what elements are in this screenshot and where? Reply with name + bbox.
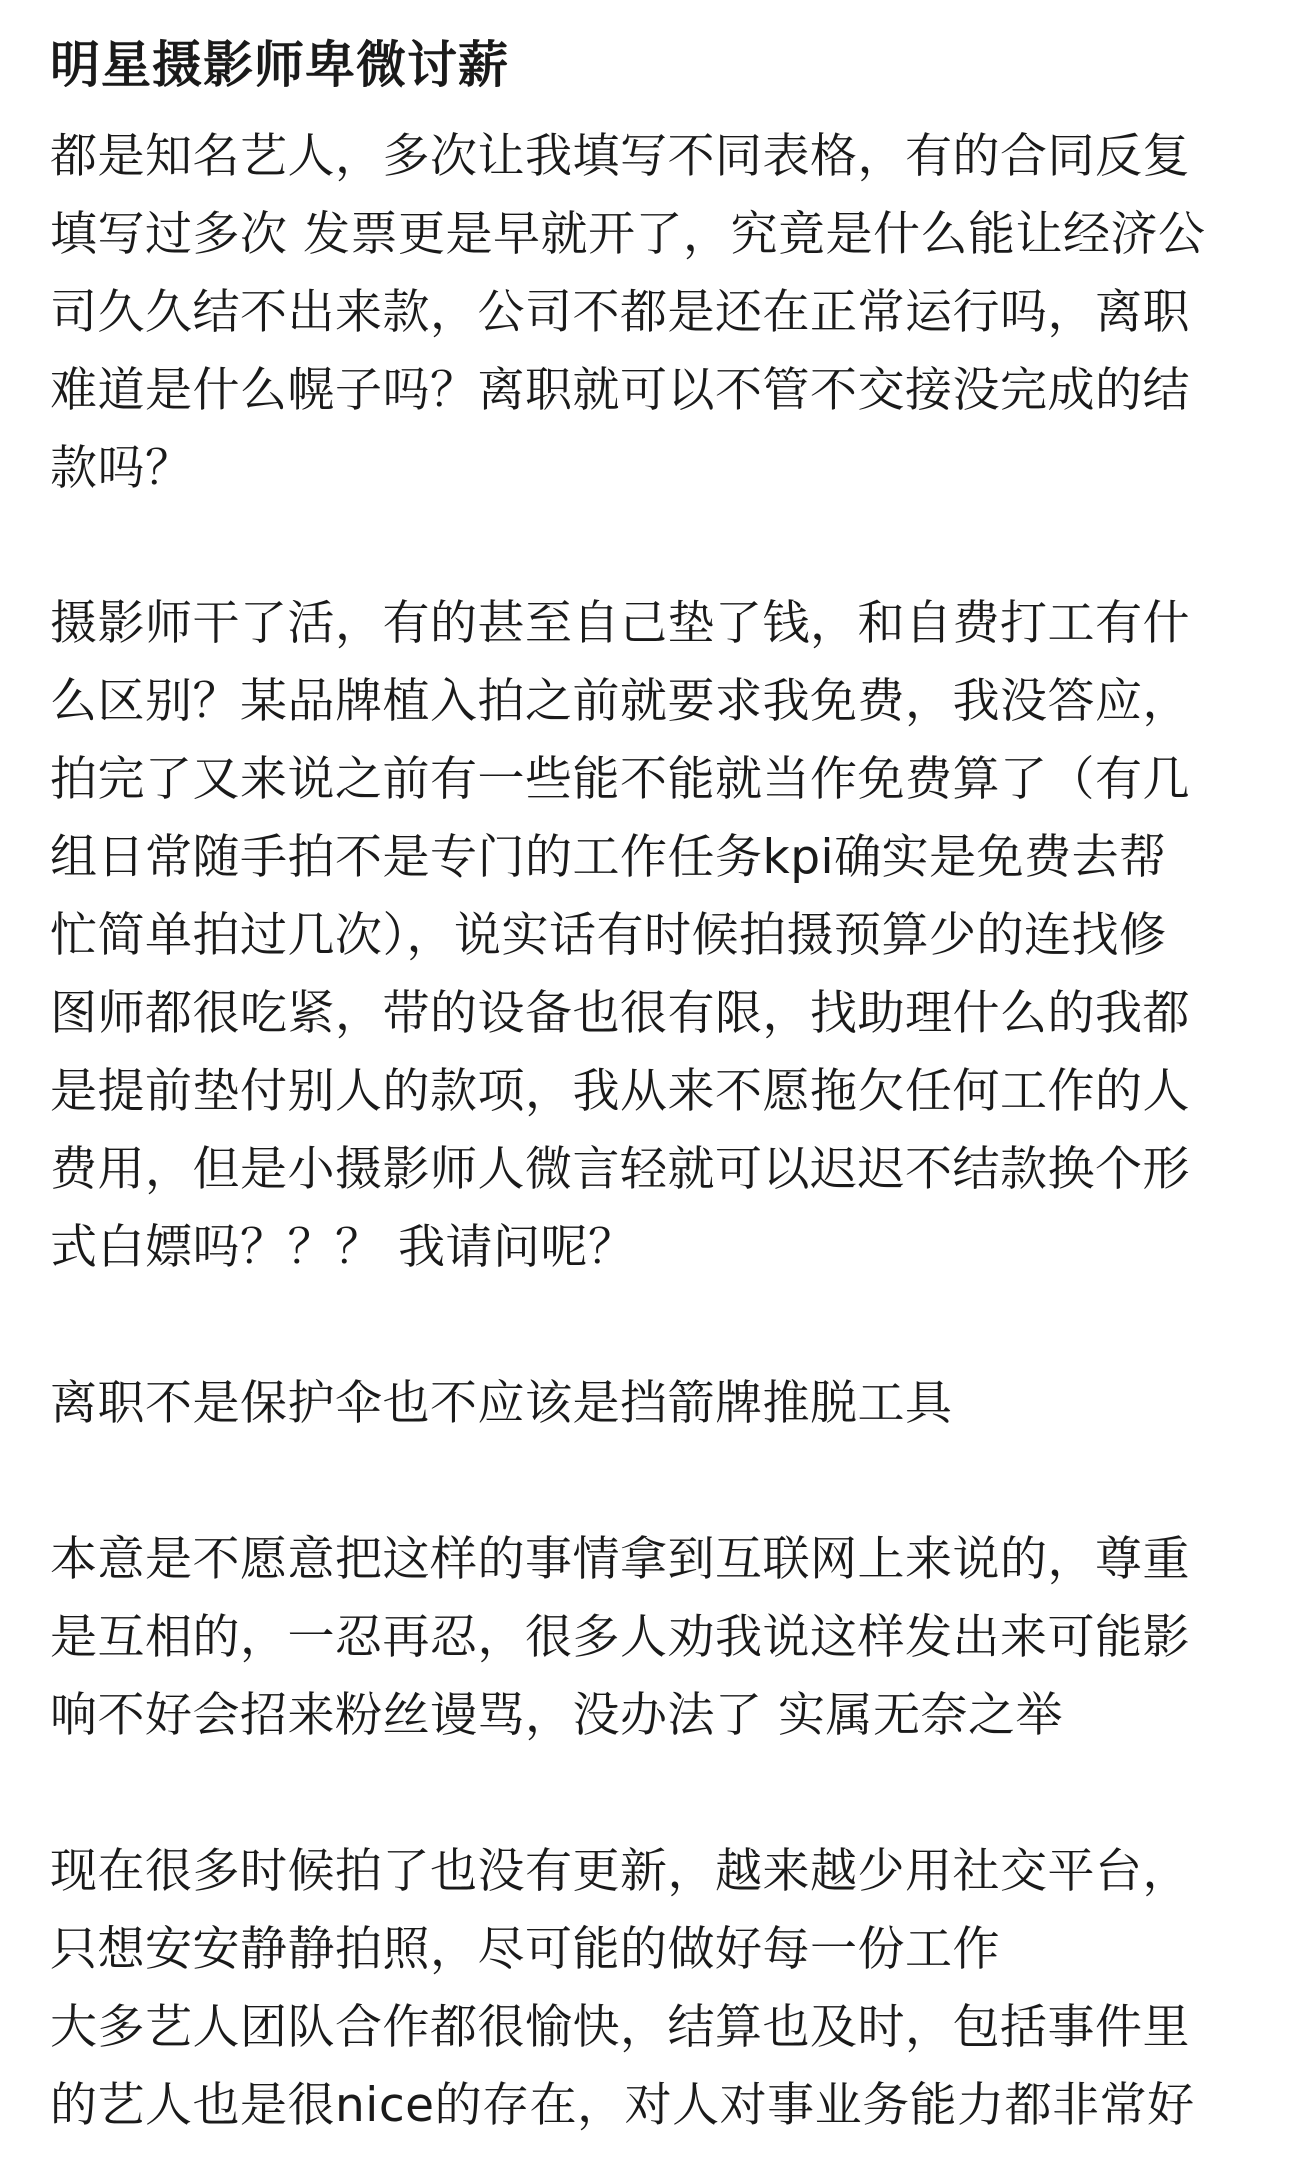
paragraph-line: 大多艺人团队合作都很愉快，结算也及时，包括事件里 — [50, 2000, 1190, 2055]
paragraph-line: 现在很多时候拍了也没有更新，越来越少用社交平台， — [50, 1844, 1190, 1899]
paragraph-line: 式白嫖吗？？？ 我请问呢？ — [50, 1220, 636, 1275]
paragraph-line: 摄影师干了活，有的甚至自己垫了钱，和自费打工有什 — [50, 596, 1190, 651]
paragraph-line: 本意是不愿意把这样的事情拿到互联网上来说的，尊重 — [50, 1532, 1190, 1587]
paragraph-line: 都是知名艺人，多次让我填写不同表格，有的合同反复 — [50, 129, 1190, 184]
paragraph-line: 只想安安静静拍照，尽可能的做好每一份工作 — [50, 1922, 1000, 1977]
paragraph-line: 忙简单拍过几次），说实话有时候拍摄预算少的连找修 — [50, 908, 1167, 963]
paragraph-line: 图师都很吃紧，带的设备也很有限，找助理什么的我都 — [50, 986, 1190, 1041]
paragraph-line: 组日常随手拍不是专门的工作任务kpi确实是免费去帮 — [50, 830, 1167, 885]
paragraph-line: 款吗？ — [50, 441, 193, 496]
paragraph-line: 难道是什么幌子吗？离职就可以不管不交接没完成的结 — [50, 363, 1190, 418]
paragraph-line: 么区别？某品牌植入拍之前就要求我免费，我没答应， — [50, 674, 1190, 729]
paragraph-line: 离职不是保护伞也不应该是挡箭牌推脱工具 — [50, 1376, 953, 1431]
paragraph-line: 填写过多次 发票更是早就开了，究竟是什么能让经济公 — [50, 207, 1206, 262]
article-title: 明星摄影师卑微讨薪 — [50, 36, 509, 94]
paragraph-line: 是互相的，一忍再忍，很多人劝我说这样发出来可能影 — [50, 1610, 1190, 1665]
paragraph-line: 费用，但是小摄影师人微言轻就可以迟迟不结款换个形 — [50, 1142, 1190, 1197]
paragraph-line: 司久久结不出来款，公司不都是还在正常运行吗，离职 — [50, 285, 1190, 340]
paragraph-line: 响不好会招来粉丝谩骂，没办法了 实属无奈之举 — [50, 1688, 1063, 1743]
paragraph-line: 是提前垫付别人的款项，我从来不愿拖欠任何工作的人 — [50, 1064, 1190, 1119]
paragraph-line: 拍完了又来说之前有一些能不能就当作免费算了（有几 — [50, 752, 1190, 807]
paragraph-line: 的艺人也是很nice的存在，对人对事业务能力都非常好 — [50, 2078, 1195, 2133]
